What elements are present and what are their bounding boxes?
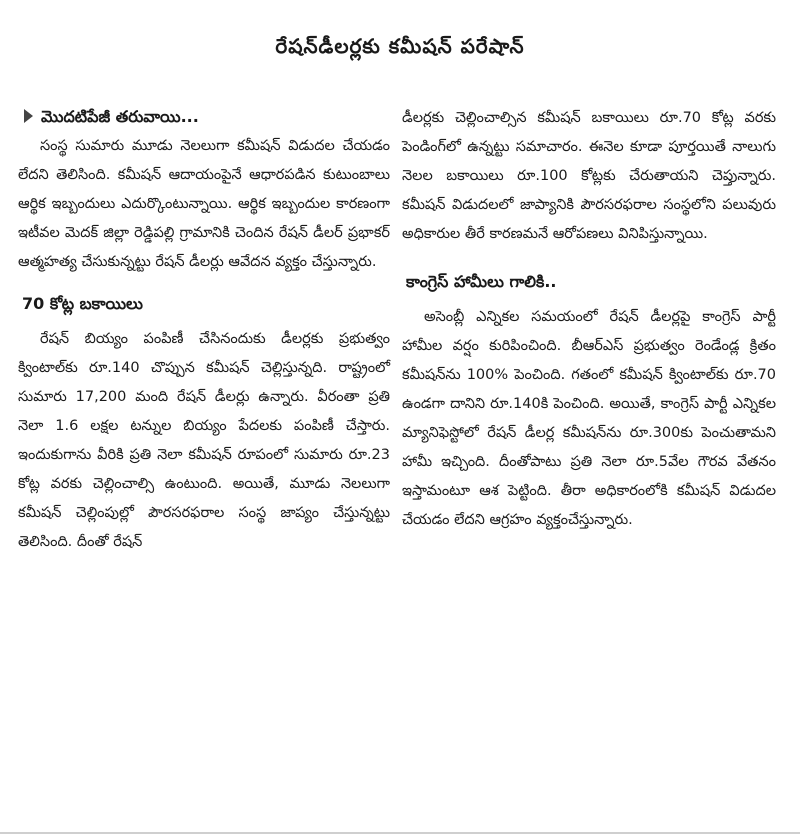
kicker-text: మొదటిపేజీ తరువాయి... [41,107,199,126]
subheading-70-crore-dues: 70 కోట్ల బకాయిలు [22,294,143,313]
right-column [402,104,776,535]
left-paragraph-2: రేషన్ బియ్యం పంపిణీ చేసినందుకు డీలర్లకు ప్రభుత్వం క్వింటాల్‌కు రూ.140 చొప్పున కమీషన్ చెల్లిస్తున్నది. రాష్ట్రంలో సుమారు 17,200 మంది రేషన్ డీలర్లు ఉన్నారు. వీరంతా ప్రతి నెలా 1.6 లక్షల టన్నుల బియ్యం పేదలకు పంపిణీ చేస్తారు. ఇందుకుగాను వీరికి ప్రతి నెలా కమీషన్ రూపంలో సుమారు రూ.23 కోట్ల వరకు చెల్లించాల్సి ఉంటుంది. అయితే, మూడు నెలలుగా కమీషన్ చెల్లింపుల్లో పౌరసరఫరాల సంస్థ జాప్యం చేస్తున్నట్టు తెలిసింది. దీంతో రేషన్ [18,331,390,550]
right-paragraph-1: డీలర్లకు చెల్లించాల్సిన కమీషన్ బకాయిలు రూ.70 కోట్ల వరకు పెండింగ్‌లో ఉన్నట్టు సమాచారం. ఈనెల కూడా పూర్తయితే నాలుగు నెలల బకాయిలు రూ.100 కోట్లకు చేరుతాయని చెప్తున్నారు. కమీషన్ విడుదలలో జాప్యానికి పౌరసరఫరాల సంస్థలోని పలువురు అధికారుల తీరే కారణమనే ఆరోపణలు వినిపిస్తున్నాయి. [402,110,776,242]
subheading-congress-promises: కాంగ్రెస్ హామీలు గాలికి.. [406,272,557,291]
headline: రేషన్‌డీలర్లకు కమీషన్ పరేషాన్ [275,34,525,58]
right-paragraph-2: అసెంబ్లీ ఎన్నికల సమయంలో రేషన్ డీలర్లపై కాంగ్రెస్ పార్టీ హామీల వర్షం కురిపించింది. బీఆర్ఎస్ ప్రభుత్వం రెండేండ్ల క్రితం కమీషన్‌ను 100% పెంచింది. గతంలో కమీషన్ క్వింటాల్‌కు రూ.70 ఉండగా దానిని రూ.140కి పెంచింది. అయితే, కాంగ్రెస్ పార్టీ ఎన్నికల మ్యానిఫెస్టోలో రేషన్ డీలర్ల కమీషన్‌ను రూ.300కు పెంచుతామని హామీ ఇచ్చింది. దీంతోపాటు ప్రతి నెలా రూ.5వేల గౌరవ వేతనం ఇస్తామంటూ ఆశ పెట్టింది. తీరా అధికారంలోకి కమీషన్ విడుదల చేయడం లేదని ఆగ్రహం వ్యక్తంచేస్తున్నారు. [402,309,776,528]
continued-from-front-page [18,104,390,130]
arrow-right-icon [24,109,33,123]
left-column [18,104,390,557]
bottom-divider [0,832,800,834]
left-paragraph-1: సంస్థ సుమారు మూడు నెలలుగా కమీషన్ విడుదల చేయడం లేదని తెలిసింది. కమీషన్ ఆదాయంపైనే ఆధారపడిన కుటుంబాలు ఆర్థిక ఇబ్బందులు ఎదుర్కొంటున్నాయి. ఆర్థిక ఇబ్బందుల కారణంగా ఇటీవల మెదక్ జిల్లా రెడ్డిపల్లి గ్రామానికి చెందిన రేషన్ డీలర్ ప్రభాకర్ ఆత్మహత్య చేసుకున్నట్టు రేషన్ డీలర్లు ఆవేదన వ్యక్తం చేస్తున్నారు. [18,138,390,270]
